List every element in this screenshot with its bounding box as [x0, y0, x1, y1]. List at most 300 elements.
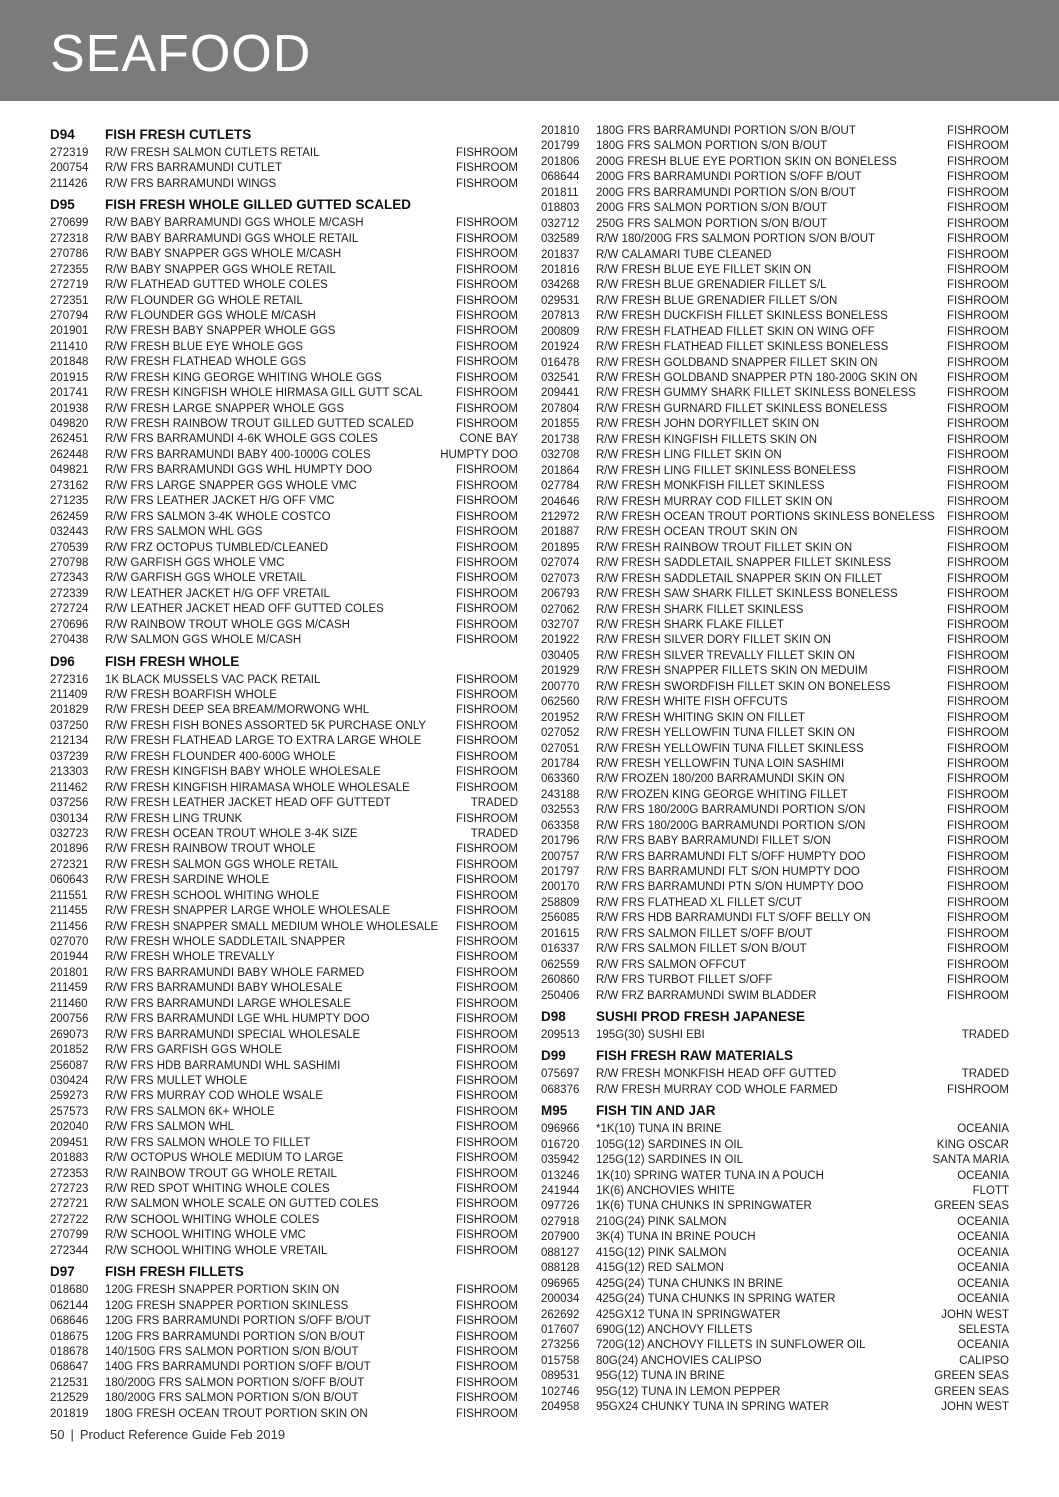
product-description: R/W FRESH KINGFISH BABY WHOLE WHOLESALE	[105, 766, 381, 779]
product-code: 270794	[50, 309, 89, 322]
product-code: 272721	[50, 1198, 89, 1211]
product-description: 80G(24) ANCHOVIES CALIPSO	[596, 1354, 762, 1367]
product-row	[50, 1376, 518, 1391]
product-code: 201797	[541, 866, 580, 878]
product-supplier: FISHROOM	[947, 588, 1009, 601]
product-row	[541, 294, 1009, 309]
product-description: 720G(12) ANCHOVY FILLETS IN SUNFLOWER OIL	[596, 1339, 866, 1352]
product-code: 201855	[541, 418, 580, 431]
product-row	[50, 402, 518, 417]
product-code: 027062	[541, 603, 580, 616]
category-title: SUSHI PROD FRESH JAPANESE	[596, 1008, 806, 1024]
product-code: 207900	[541, 1231, 580, 1244]
product-description: R/W FRS BARRAMUNDI FLT S/OFF HUMPTY DOO	[596, 850, 866, 863]
product-supplier: FISHROOM	[947, 866, 1009, 878]
product-row	[50, 309, 518, 324]
product-code: 204646	[541, 495, 580, 508]
product-row	[50, 1182, 518, 1197]
product-supplier: CONE BAY	[459, 433, 518, 446]
product-description: R/W FRS SALMON WHL GGS	[105, 526, 263, 539]
product-supplier: FISHROOM	[456, 177, 518, 190]
product-code: 201883	[50, 1152, 89, 1165]
product-description: R/W FRESH OCEAN TROUT SKIN ON	[596, 526, 798, 539]
product-row	[50, 750, 518, 765]
product-code: 200809	[541, 325, 580, 338]
category-section	[541, 1006, 1009, 1043]
product-row	[541, 772, 1009, 787]
product-code: 201810	[541, 125, 580, 137]
product-code: 201799	[541, 140, 580, 153]
product-code: 201895	[541, 541, 580, 554]
product-row	[50, 889, 518, 904]
product-row	[50, 479, 518, 494]
product-row	[541, 495, 1009, 510]
product-code: 273256	[541, 1339, 580, 1352]
product-supplier: HUMPTY DOO	[440, 448, 518, 461]
product-row	[50, 812, 518, 827]
product-row	[541, 1184, 1009, 1199]
product-row	[50, 781, 518, 796]
product-supplier: FISHROOM	[947, 680, 1009, 693]
product-row	[541, 1354, 1009, 1369]
product-description: R/W FRS HDB BARRAMUNDI FLT S/OFF BELLY ON	[596, 912, 871, 925]
product-supplier: FISHROOM	[456, 843, 518, 856]
product-row	[541, 124, 1009, 139]
product-row	[541, 325, 1009, 340]
product-row	[541, 201, 1009, 216]
product-code: 241944	[541, 1185, 580, 1197]
product-row	[50, 1028, 518, 1043]
product-row	[50, 935, 518, 950]
product-code: 212972	[541, 510, 580, 523]
product-code: 032541	[541, 372, 580, 384]
product-row	[50, 966, 518, 981]
product-row	[541, 417, 1009, 432]
product-code: 270799	[50, 1229, 89, 1242]
category-code: M95	[541, 1103, 568, 1119]
product-description: R/W FRS GARFISH GGS WHOLE	[105, 1044, 282, 1057]
product-code: 272351	[50, 294, 89, 307]
product-supplier: FISHROOM	[456, 1121, 518, 1134]
product-supplier: FISHROOM	[947, 480, 1009, 493]
product-supplier: FISHROOM	[456, 1330, 518, 1343]
product-description: R/W FRESH LING TRUNK	[105, 812, 243, 825]
product-code: 201896	[50, 843, 89, 856]
product-description: 1K(6) TUNA CHUNKS IN SPRINGWATER	[596, 1200, 812, 1213]
product-supplier: TRADED	[470, 827, 518, 840]
product-supplier: FISHROOM	[947, 850, 1009, 863]
product-supplier: FISHROOM	[947, 711, 1009, 724]
product-row	[50, 494, 518, 509]
product-supplier: OCEANIA	[957, 1277, 1009, 1290]
product-description: 415G(12) RED SALMON	[596, 1262, 724, 1275]
product-row	[541, 433, 1009, 448]
product-code: 201852	[50, 1044, 89, 1057]
product-code: 211460	[50, 997, 88, 1010]
product-description: R/W GARFISH GGS WHOLE VMC	[105, 556, 285, 569]
product-row	[541, 1308, 1009, 1323]
product-code: 027073	[541, 572, 580, 585]
product-description: 120G FRESH SNAPPER PORTION SKINLESS	[105, 1299, 349, 1312]
product-code: 201796	[541, 835, 580, 848]
product-supplier: FISHROOM	[947, 649, 1009, 662]
category-section	[50, 194, 518, 648]
product-supplier: FISHROOM	[456, 340, 518, 353]
product-supplier: FISHROOM	[456, 673, 518, 686]
product-supplier: FISHROOM	[456, 556, 518, 569]
product-row	[541, 1400, 1009, 1415]
product-row	[541, 911, 1009, 926]
product-description: R/W FRS SALMON FILLET S/OFF B/OUT	[596, 927, 813, 940]
product-description: R/W FRESH BLUE EYE FILLET SKIN ON	[596, 263, 812, 276]
product-row	[50, 587, 518, 602]
product-code: 201615	[541, 927, 580, 940]
product-code: 027074	[541, 557, 580, 570]
product-description: *1K(10) TUNA IN BRINE	[596, 1123, 722, 1136]
product-description: R/W FRESH FLATHEAD WHOLE GGS	[105, 356, 307, 369]
product-supplier: FISHROOM	[947, 433, 1009, 446]
product-code: 211455	[50, 905, 88, 918]
product-row	[541, 742, 1009, 757]
product-supplier: FISHROOM	[456, 1183, 518, 1195]
product-row	[541, 973, 1009, 988]
product-code: 211456	[50, 920, 88, 933]
product-description: R/W FRS 180/200G BARRAMUNDI PORTION S/ON	[596, 804, 866, 817]
category-section	[541, 1045, 1009, 1098]
product-supplier: FISHROOM	[456, 1105, 518, 1118]
product-code: 211426	[50, 177, 88, 190]
product-row	[50, 1059, 518, 1074]
product-description: 180G FRESH OCEAN TROUT PORTION SKIN ON	[105, 1407, 368, 1420]
product-supplier: FISHROOM	[947, 943, 1009, 956]
product-description: R/W OCTOPUS WHOLE MEDIUM TO LARGE	[105, 1152, 344, 1165]
product-row	[541, 386, 1009, 401]
product-code: 272321	[50, 858, 89, 871]
product-supplier: FISHROOM	[947, 927, 1009, 940]
product-description: 210G(24) PINK SALMON	[596, 1215, 727, 1228]
product-supplier: FISHROOM	[456, 1407, 518, 1420]
product-supplier: FISHROOM	[456, 689, 518, 701]
product-row	[50, 177, 518, 192]
product-row	[50, 571, 518, 586]
product-supplier: FISHROOM	[947, 696, 1009, 709]
product-row	[541, 371, 1009, 386]
product-supplier: OCEANIA	[957, 1262, 1009, 1275]
product-supplier: FISHROOM	[456, 1059, 518, 1072]
product-code: 016337	[541, 943, 580, 956]
category-header	[50, 194, 518, 216]
product-description: R/W FRS BARRAMUNDI LGE WHL HUMPTY DOO	[105, 1013, 370, 1026]
product-supplier: FISHROOM	[456, 526, 518, 539]
product-code: 063360	[541, 773, 580, 786]
product-code: 270798	[50, 556, 89, 569]
product-description: 1K(6) ANCHOVIES WHITE	[596, 1185, 735, 1197]
product-code: 037256	[50, 797, 89, 810]
product-row	[541, 1277, 1009, 1292]
product-code: 013246	[541, 1169, 580, 1182]
product-row	[50, 510, 518, 525]
product-supplier: FISHROOM	[947, 727, 1009, 740]
product-supplier: FISHROOM	[947, 356, 1009, 369]
product-code: 212134	[50, 735, 89, 748]
product-description: 95GX24 CHUNKY TUNA IN SPRING WATER	[596, 1401, 829, 1414]
product-code: 027070	[50, 936, 89, 948]
product-description: R/W FRESH SADDLETAIL SNAPPER FILLET SKINLESS	[596, 557, 892, 570]
product-supplier: OCEANIA	[957, 1215, 1009, 1228]
product-description: R/W FRESH YELLOWFIN TUNA FILLET SKINLESS	[596, 742, 864, 755]
product-supplier: FISHROOM	[456, 1013, 518, 1026]
product-description: R/W FRS LARGE SNAPPER GGS WHOLE VMC	[105, 479, 357, 492]
product-description: R/W FRESH OCEAN TROUT PORTIONS SKINLESS BONELESS	[596, 510, 935, 523]
product-supplier: FISHROOM	[947, 171, 1009, 184]
product-description: R/W FRESH SALMON GGS WHOLE RETAIL	[105, 858, 339, 871]
product-description: R/W FRS SALMON WHOLE TO FILLET	[105, 1136, 311, 1149]
product-code: 068646	[50, 1315, 89, 1328]
product-row	[50, 997, 518, 1012]
product-description: R/W FRESH DUCKFISH FILLET SKINLESS BONELESS	[596, 310, 888, 323]
product-description: 200G FRS SALMON PORTION S/ON B/OUT	[596, 202, 828, 215]
product-supplier: FISHROOM	[456, 1198, 518, 1211]
product-supplier: FISHROOM	[947, 541, 1009, 554]
product-description: 200G FRESH BLUE EYE PORTION SKIN ON BONELESS	[596, 155, 897, 168]
product-code: 032707	[541, 619, 580, 631]
product-description: R/W FLATHEAD GUTTED WHOLE COLES	[105, 279, 328, 292]
product-description: R/W FRS BARRAMUNDI BABY WHOLESALE	[105, 982, 343, 995]
product-supplier: FISHROOM	[456, 874, 518, 887]
page-footer	[50, 1427, 285, 1443]
product-code: 200034	[541, 1293, 580, 1306]
product-description: R/W FRESH GOLDBAND SNAPPER FILLET SKIN ON	[596, 356, 878, 369]
product-row	[50, 1360, 518, 1375]
product-row	[541, 170, 1009, 185]
product-code: 032553	[541, 804, 580, 817]
product-description: R/W FRESH BOARFISH WHOLE	[105, 689, 277, 701]
product-row	[50, 719, 518, 734]
product-supplier: FISHROOM	[456, 735, 518, 748]
product-supplier: FISHROOM	[947, 449, 1009, 462]
product-code: 017607	[541, 1323, 580, 1336]
product-supplier: FISHROOM	[456, 263, 518, 276]
product-code: 204958	[541, 1401, 580, 1414]
product-supplier: FISHROOM	[456, 1028, 518, 1041]
product-description: R/W FRESH SCHOOL WHITING WHOLE	[105, 889, 320, 902]
product-supplier: FISHROOM	[456, 325, 518, 338]
product-row	[541, 1122, 1009, 1137]
product-row	[541, 525, 1009, 540]
product-description: R/W FRESH SHARK FILLET SKINLESS	[596, 603, 804, 616]
guide-title: Product Reference Guide Feb 2019	[79, 1427, 286, 1442]
product-code: 034268	[541, 279, 580, 292]
product-description: R/W FRS BARRAMUNDI FLT S/ON HUMPTY DOO	[596, 866, 860, 878]
product-row	[541, 278, 1009, 293]
product-description: R/W FRESH MONKFISH HEAD OFF GUTTED	[596, 1068, 837, 1081]
product-supplier: FLOTT	[972, 1185, 1009, 1197]
product-row	[50, 1136, 518, 1151]
product-description: R/W SALMON GGS WHOLE M/CASH	[105, 634, 302, 647]
product-supplier: FISHROOM	[947, 835, 1009, 848]
category-header	[50, 1261, 518, 1283]
product-code: 201837	[541, 248, 580, 261]
product-row	[541, 1338, 1009, 1353]
product-code: 270438	[50, 634, 89, 647]
product-description: R/W FRESH DEEP SEA BREAM/MORWONG WHL	[105, 704, 370, 717]
product-row	[541, 263, 1009, 278]
product-code: 201924	[541, 341, 580, 354]
product-code: 201915	[50, 371, 89, 384]
product-code: 201829	[50, 704, 89, 717]
product-description: R/W FRESH SAW SHARK FILLET SKINLESS BONELESS	[596, 588, 898, 601]
product-code: 211462	[50, 781, 88, 794]
product-code: 259273	[50, 1090, 89, 1103]
product-supplier: FISHROOM	[456, 387, 518, 400]
product-supplier: FISHROOM	[947, 896, 1009, 909]
product-supplier: FISHROOM	[947, 603, 1009, 616]
product-code: 030424	[50, 1074, 89, 1087]
product-supplier: FISHROOM	[456, 572, 518, 585]
product-supplier: TRADED	[470, 797, 518, 810]
product-supplier: SANTA MARIA	[932, 1154, 1009, 1167]
product-row	[50, 827, 518, 842]
product-description: R/W FRS LEATHER JACKET H/G OFF VMC	[105, 495, 335, 508]
product-code: 213303	[50, 766, 89, 779]
product-row	[541, 726, 1009, 741]
product-description: R/W FRESH RAINBOW TROUT GILLED GUTTED SCALED	[105, 418, 414, 430]
product-description: R/W FRESH KINGFISH FILLETS SKIN ON	[596, 433, 818, 446]
product-description: 105G(12) SARDINES IN OIL	[596, 1138, 743, 1151]
product-description: R/W FRESH WHITE FISH OFFCUTS	[596, 696, 788, 709]
product-row	[541, 958, 1009, 973]
product-supplier: FISHROOM	[456, 510, 518, 523]
product-supplier: FISHROOM	[456, 1392, 518, 1405]
product-code: 243188	[541, 788, 580, 801]
product-description: R/W FRS SALMON FILLET S/ON B/OUT	[596, 943, 807, 956]
product-row	[50, 1043, 518, 1058]
product-code: 060643	[50, 874, 89, 887]
product-description: R/W FRS SALMON 3-4K WHOLE COSTCO	[105, 510, 331, 523]
product-row	[50, 448, 518, 463]
product-description: R/W FRS BARRAMUNDI SPECIAL WHOLESALE	[105, 1028, 361, 1041]
product-description: R/W FRS MURRAY COD WHOLE WSALE	[105, 1090, 324, 1103]
product-supplier: FISHROOM	[456, 1074, 518, 1087]
product-row	[50, 1314, 518, 1329]
product-code: 269073	[50, 1028, 89, 1041]
product-description: R/W FRESH SADDLETAIL SNAPPER SKIN ON FILLET	[596, 572, 883, 585]
product-row	[50, 417, 518, 432]
product-supplier: FISHROOM	[947, 881, 1009, 894]
product-code: 018803	[541, 202, 580, 215]
product-row	[541, 356, 1009, 371]
product-row	[50, 1074, 518, 1089]
product-description: R/W FRESH SNAPPER SMALL MEDIUM WHOLE WHOLESALE	[105, 920, 439, 933]
product-row	[541, 572, 1009, 587]
product-row	[541, 1199, 1009, 1214]
product-description: R/W FRESH KINGFISH WHOLE HIRMASA GILL GUTT SCAL	[105, 387, 423, 400]
product-supplier: FISHROOM	[947, 125, 1009, 137]
product-row	[541, 309, 1009, 324]
product-row	[541, 649, 1009, 664]
product-supplier: FISHROOM	[947, 757, 1009, 770]
product-supplier: FISHROOM	[456, 1299, 518, 1312]
product-description: R/W FRS BARRAMUNDI GGS WHL HUMPTY DOO	[105, 464, 373, 477]
product-row	[50, 673, 518, 688]
product-code: 272339	[50, 587, 89, 600]
product-description: R/W FRESH JOHN DORYFILLET SKIN ON	[596, 418, 820, 431]
product-description: 1K(10) SPRING WATER TUNA IN A POUCH	[596, 1169, 824, 1182]
product-description: R/W FRESH LING FILLET SKINLESS BONELESS	[596, 464, 856, 477]
product-description: R/W BABY BARRAMUNDI GGS WHOLE RETAIL	[105, 232, 359, 245]
category-header	[541, 1045, 1009, 1067]
product-supplier: FISHROOM	[456, 1315, 518, 1328]
product-description: R/W FRESH SARDINE WHOLE	[105, 874, 270, 887]
category-title: FISH FRESH WHOLE GILLED GUTTED SCALED	[105, 197, 411, 213]
product-supplier: OCEANIA	[957, 1123, 1009, 1136]
product-code: 206793	[541, 588, 580, 601]
product-row	[50, 1228, 518, 1243]
product-code: 088128	[541, 1262, 580, 1275]
product-code: 262459	[50, 510, 89, 523]
product-row	[50, 873, 518, 888]
product-supplier: KING OSCAR	[936, 1138, 1009, 1151]
product-code: 037239	[50, 750, 89, 763]
product-description: R/W FRESH GUMMY SHARK FILLET SKINLESS BONELESS	[596, 387, 916, 400]
product-description: R/W FRESH BLUE GRENADIER FILLET S/ON	[596, 294, 838, 307]
product-row	[50, 618, 518, 633]
product-code: 097726	[541, 1200, 580, 1213]
product-row	[541, 510, 1009, 525]
product-supplier: FISHROOM	[947, 279, 1009, 292]
product-row	[541, 479, 1009, 494]
product-supplier: FISHROOM	[456, 1229, 518, 1242]
product-row	[541, 587, 1009, 602]
product-code: 270696	[50, 618, 89, 631]
product-row	[50, 1089, 518, 1104]
product-row	[541, 464, 1009, 479]
product-description: R/W FRESH FLATHEAD FILLET SKIN ON WING OFF	[596, 325, 875, 338]
product-code: 272343	[50, 572, 89, 585]
product-supplier: FISHROOM	[456, 781, 518, 794]
product-description: R/W FRS SALMON 6K+ WHOLE	[105, 1105, 275, 1118]
product-description: R/W FRESH MURRAY COD WHOLE FARMED	[596, 1083, 838, 1096]
product-description: 200G FRS BARRAMUNDI PORTION S/OFF B/OUT	[596, 171, 862, 184]
product-supplier: FISHROOM	[456, 1090, 518, 1103]
product-code: 272318	[50, 232, 89, 245]
product-supplier: FISHROOM	[456, 162, 518, 175]
category-header	[541, 1100, 1009, 1122]
product-supplier: GREEN SEAS	[934, 1370, 1009, 1383]
category-title: FISH FRESH CUTLETS	[105, 127, 252, 142]
product-supplier: FISHROOM	[456, 232, 518, 245]
product-supplier: FISHROOM	[456, 1044, 518, 1057]
product-supplier: FISHROOM	[947, 341, 1009, 354]
product-row	[50, 1120, 518, 1135]
product-row	[541, 819, 1009, 834]
product-row	[50, 371, 518, 386]
product-description: R/W FRESH YELLOWFIN TUNA FILLET SKIN ON	[596, 727, 855, 740]
product-row	[50, 1283, 518, 1298]
product-description: R/W SALMON WHOLE SCALE ON GUTTED COLES	[105, 1198, 379, 1211]
page-title: SEAFOOD	[50, 25, 312, 83]
product-row	[50, 146, 518, 161]
product-code: 027051	[541, 742, 580, 755]
product-supplier: TRADED	[961, 1028, 1009, 1041]
product-row	[541, 1246, 1009, 1261]
product-row	[541, 1138, 1009, 1153]
product-code: 096966	[541, 1123, 580, 1136]
product-row	[50, 950, 518, 965]
product-row	[541, 711, 1009, 726]
product-row	[50, 1345, 518, 1360]
product-code: 272722	[50, 1213, 89, 1226]
